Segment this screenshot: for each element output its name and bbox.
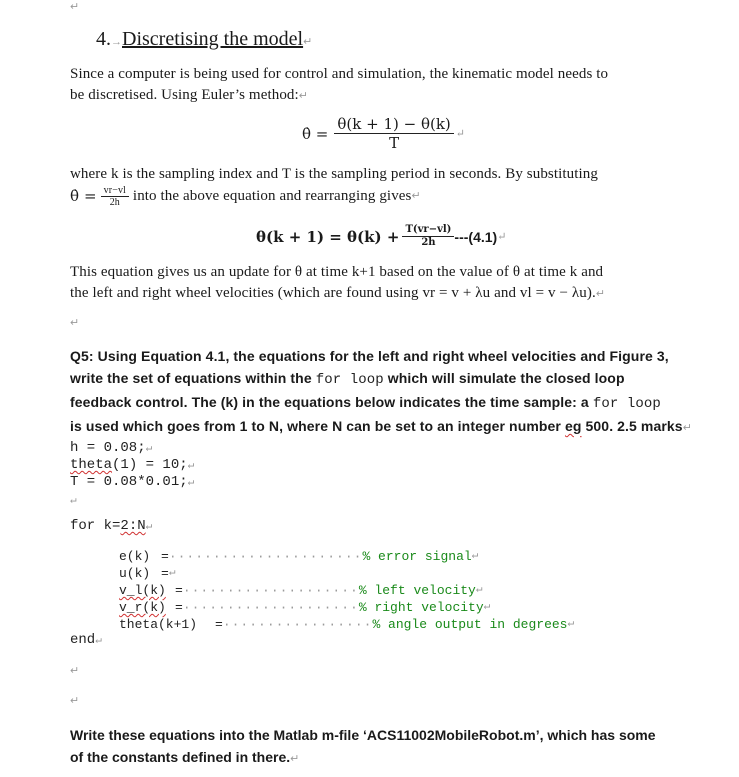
loop-row: v_r(k) = ···················· % right velocity ↵: [119, 600, 491, 615]
for-statement: for k=2:N↵: [70, 518, 153, 534]
code-theta-init: (1) = 10;: [112, 457, 188, 473]
eq1-fraction: [334, 115, 453, 152]
eq1-lhs: θ̇ =: [302, 124, 329, 143]
intro-line-1: Since a computer is being used for control and simulation, the kinematic model needs to: [70, 66, 609, 82]
final-line-1: Write these equations into the Matlab m-file ‘ACS11002MobileRobot.m’, which has some: [70, 727, 656, 743]
update-line-2: the left and right wheel velocities (which are found using vr = v + λu and vl = v − λu).: [70, 285, 596, 301]
for-loop-code-2: for loop: [592, 396, 661, 412]
final-instruction: Write these equations into the Matlab m-file ‘ACS11002MobileRobot.m’, which has some of the constants defined in there.↵: [70, 724, 656, 770]
final-line-2: of the constants defined in there.: [70, 749, 291, 765]
where-line-1: where k is the sampling index and T is the sampling period in seconds. By substituting: [70, 166, 598, 182]
eq1-denominator: T: [389, 134, 400, 152]
where-paragraph: where k is the sampling index and T is the sampling period in seconds. By substituting θ̇ = $\frac{vr-vl}{2h}$ into the above equation and rearranging gives ↵: [70, 166, 598, 208]
paragraph-mark: ↵: [70, 1, 80, 13]
heading-title: Discretising the model: [122, 28, 304, 50]
intro-line-2: be discretised. Using Euler’s method:: [70, 87, 299, 103]
loop-lhs: v_r(k): [119, 600, 166, 615]
eq1-numerator: θ(k + 1) − θ(k): [334, 115, 453, 134]
loop-body: [119, 548, 574, 633]
q5-line-1: Q5: Using Equation 4.1, the equations for the left and right wheel velocities and Figure 3,: [70, 348, 669, 364]
vel-frac-den: 2h: [109, 197, 120, 208]
loop-row: e(k) = ······················ % error signal ↵: [119, 549, 479, 564]
for-range: 2:N: [120, 518, 146, 534]
update-line-1: This equation gives us an update for θ at time k+1 based on the value of θ at time k and: [70, 264, 604, 280]
for-keyword: for k=: [70, 518, 121, 534]
euler-equation: θ̇ = $\frac{\theta(k + 1) - \theta(k)}{T}$ ↵: [302, 115, 465, 152]
eq2-lhs: θ(k + 1) = θ(k) +: [256, 227, 400, 246]
code-T: T = 0.08*0.01;: [70, 474, 188, 490]
loop-row: theta(k+1) = ················· % angle output in degrees ↵: [119, 617, 575, 632]
intro-paragraph: Since a computer is being used for control and simulation, the kinematic model needs to be discretised. Using Euler’s method:↵: [70, 66, 609, 103]
loop-lhs: v_l(k): [119, 583, 166, 598]
for-loop-code: for loop: [315, 372, 384, 388]
eq2-fraction: [402, 224, 454, 249]
velocity-fraction: [101, 185, 129, 208]
loop-lhs: e(k): [119, 549, 151, 564]
vel-frac-num: vr−vl: [101, 185, 129, 197]
heading-number: 4.: [96, 28, 111, 50]
loop-lhs: u(k): [119, 566, 151, 581]
loop-comment: % error signal: [362, 549, 472, 564]
loop-comment: % angle output in degrees: [372, 617, 568, 632]
theta-dot: θ̇ =: [70, 187, 97, 205]
loop-row: u(k) = ↵: [119, 566, 176, 581]
code-setup: h = 0.08;↵ theta(1) = 10;↵ T = 0.08*0.01;↵ ↵: [70, 440, 195, 507]
loop-row: v_l(k) = ···················· % left velocity ↵: [119, 583, 483, 598]
eq2-frac-den: 2h: [421, 237, 436, 248]
end-statement: end↵: [70, 632, 102, 648]
code-theta-var: theta: [70, 457, 113, 473]
eg-word: eg: [564, 418, 582, 434]
equation-4-1: θ(k + 1) = θ(k) + $\frac{T(vr-vl)}{2h}$ ---(4.1) ↵: [256, 224, 507, 248]
where-line-2: into the above equation and rearranging gives: [132, 188, 412, 204]
eq2-label: ---(4.1): [454, 228, 498, 245]
loop-lhs: theta(k+1): [119, 617, 198, 632]
question-5: Q5: Using Equation 4.1, the equations for the left and right wheel velocities and Figure 3, write the set of equations within the for loop which will simulate the closed loop feedback control. The (k) in the equations below indicates the time sample: a for loop is used which goes from 1 to N, where N can be set to an integer number eg 500. 2.5 marks↵: [70, 345, 692, 439]
section-heading: 4.→Discretising the model↵: [96, 28, 313, 50]
tab-arrow: →: [111, 36, 122, 48]
code-h: h = 0.08;: [70, 440, 146, 456]
loop-comment: % left velocity: [358, 583, 476, 598]
eq2-frac-num: T(vr−vl): [402, 224, 454, 237]
loop-comment: % right velocity: [358, 600, 484, 615]
end-keyword: end: [70, 632, 96, 648]
update-paragraph: This equation gives us an update for θ at time k+1 based on the value of θ at time k and the left and right wheel velocities (which are found using vr = v + λu and vl = v − λu).↵: [70, 264, 606, 301]
